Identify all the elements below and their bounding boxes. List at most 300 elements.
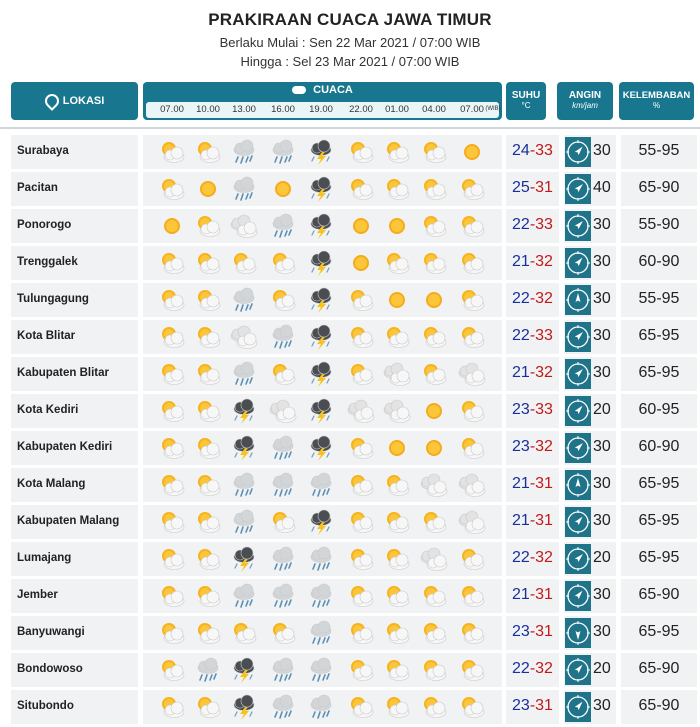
partly-cloudy-icon [269,509,297,535]
partly-cloudy-icon [347,324,375,350]
partly-cloudy-icon [383,324,411,350]
table-row [0,616,700,650]
partly-cloudy-icon [420,139,448,165]
location-pin-icon [42,91,62,111]
temp-min: 23 [512,401,530,418]
temp-max: 32 [535,290,553,307]
humidity-range: 60-90 [638,438,680,455]
thunderstorm-icon [230,657,258,683]
partly-cloudy-icon [194,546,222,572]
temperature-range [506,660,559,678]
wind-direction-icon [565,581,591,611]
location-name[interactable]: Bondowoso [17,663,83,675]
temp-separator: - [529,549,536,566]
table-row [0,431,700,465]
partly-cloudy-icon [158,324,186,350]
temperature-range [506,549,559,567]
partly-cloudy-icon [458,213,486,239]
partly-cloudy-icon [194,324,222,350]
partly-cloudy-icon [420,509,448,535]
temp-max: 31 [535,512,553,529]
sunny-icon [347,213,375,239]
temp-max: 33 [535,142,553,159]
temperature-range [506,179,559,197]
temp-separator: - [529,142,536,159]
rain-icon [307,694,335,720]
partly-cloudy-icon [458,398,486,424]
rain-icon [194,657,222,683]
wind-speed: 20 [593,401,611,418]
temp-min: 21 [512,253,530,270]
partly-cloudy-icon [347,176,375,202]
partly-cloudy-icon [269,361,297,387]
humidity-range: 55-95 [638,142,680,159]
thunderstorm-icon [307,509,335,535]
angin-unit: km/jam [572,101,598,110]
column-header-suhu [506,82,546,120]
humidity-range: 65-95 [638,512,680,529]
partly-cloudy-icon [194,398,222,424]
temp-separator: - [529,179,536,196]
partly-cloudy-icon [194,250,222,276]
thunderstorm-icon [230,398,258,424]
temp-separator: - [529,253,536,270]
suhu-label: SUHU [511,90,541,101]
partly-cloudy-icon [347,657,375,683]
page-title: PRAKIRAAN CUACA JAWA TIMUR [208,10,492,29]
location-name[interactable]: Kota Malang [17,478,86,490]
wind-direction-icon [565,137,591,167]
humidity-range: 65-90 [638,697,680,714]
temperature-range [506,586,559,604]
sunny-icon [269,176,297,202]
partly-cloudy-icon [194,287,222,313]
partly-cloudy-icon [158,694,186,720]
humidity-range: 55-95 [638,290,680,307]
time-label: 19.00 [309,104,333,115]
rain-icon [230,583,258,609]
temp-max: 33 [535,216,553,233]
partly-cloudy-icon [269,287,297,313]
temp-max: 31 [535,475,553,492]
location-name[interactable]: Kota Blitar [17,330,76,342]
column-header-angin [557,82,613,120]
location-name[interactable]: Kota Kediri [17,404,79,416]
partly-cloudy-icon [420,694,448,720]
cloudy-icon [420,546,448,572]
lokasi-label: LOKASI [62,95,105,107]
partly-cloudy-icon [458,657,486,683]
partly-cloudy-icon [420,583,448,609]
partly-cloudy-icon [420,324,448,350]
wind-speed: 30 [593,697,611,714]
temp-separator: - [529,697,536,714]
temp-separator: - [529,364,536,381]
location-name[interactable]: Situbondo [17,700,74,712]
rain-icon [269,546,297,572]
time-label: 04.00 [422,104,446,115]
thunderstorm-icon [307,176,335,202]
temperature-range [506,401,559,419]
partly-cloudy-icon [347,287,375,313]
thunderstorm-icon [307,361,335,387]
thunderstorm-icon [230,435,258,461]
rain-icon [307,583,335,609]
temp-min: 21 [512,364,530,381]
humidity-range: 65-90 [638,586,680,603]
location-name[interactable]: Trenggalek [17,256,78,268]
thunderstorm-icon [230,546,258,572]
table-row [0,283,700,317]
partly-cloudy-icon [383,250,411,276]
wind-speed: 30 [593,142,611,159]
rain-icon [269,583,297,609]
time-label: 16.00 [271,104,295,115]
partly-cloudy-icon [158,472,186,498]
rain-icon [269,139,297,165]
table-row [0,468,700,502]
rain-icon [230,472,258,498]
partly-cloudy-icon [194,583,222,609]
temp-min: 22 [512,216,530,233]
table-row [0,653,700,687]
partly-cloudy-icon [194,620,222,646]
cuaca-label: CUACA [313,84,353,96]
time-label: 22.00 [349,104,373,115]
thunderstorm-icon [307,324,335,350]
partly-cloudy-icon [194,472,222,498]
partly-cloudy-icon [158,435,186,461]
humidity-range: 65-90 [638,179,680,196]
wind-speed: 20 [593,660,611,677]
partly-cloudy-icon [458,250,486,276]
sunny-icon [194,176,222,202]
table-row [0,172,700,206]
temp-min: 22 [512,660,530,677]
temp-separator: - [529,438,536,455]
partly-cloudy-icon [347,509,375,535]
wind-direction-icon [565,507,591,537]
temp-min: 23 [512,623,530,640]
partly-cloudy-icon [269,620,297,646]
wind-speed: 30 [593,327,611,344]
temp-separator: - [529,660,536,677]
wind-direction-icon [565,211,591,241]
table-row [0,394,700,428]
page-header [0,0,700,80]
sunny-icon [458,139,486,165]
partly-cloudy-icon [158,620,186,646]
partly-cloudy-icon [383,509,411,535]
table-row [0,690,700,724]
sunny-icon [383,435,411,461]
cloudy-icon [383,398,411,424]
wind-direction-icon [565,618,591,648]
temp-separator: - [529,290,536,307]
sunny-icon [383,213,411,239]
rain-icon [269,694,297,720]
temp-min: 23 [512,697,530,714]
humidity-range: 65-90 [638,660,680,677]
partly-cloudy-icon [383,546,411,572]
rain-icon [307,657,335,683]
partly-cloudy-icon [158,287,186,313]
partly-cloudy-icon [158,657,186,683]
partly-cloudy-icon [458,176,486,202]
temp-separator: - [529,327,536,344]
partly-cloudy-icon [230,620,258,646]
partly-cloudy-icon [420,657,448,683]
location-name[interactable]: Tulungagung [17,293,89,305]
temp-separator: - [529,512,536,529]
wind-direction-icon [565,433,591,463]
rain-icon [230,361,258,387]
rain-icon [269,435,297,461]
humidity-range: 65-95 [638,327,680,344]
table-row [0,357,700,391]
time-label: 10.00 [196,104,220,115]
temp-max: 32 [535,660,553,677]
weather-cloud-icon [292,86,306,94]
wind-speed: 30 [593,438,611,455]
partly-cloudy-icon [458,620,486,646]
partly-cloudy-icon [158,398,186,424]
temperature-range [506,475,559,493]
temp-separator: - [529,475,536,492]
partly-cloudy-icon [420,213,448,239]
wind-direction-icon [565,655,591,685]
time-label: 01.00 [385,104,409,115]
temp-max: 32 [535,549,553,566]
partly-cloudy-icon [194,361,222,387]
partly-cloudy-icon [347,361,375,387]
rain-icon [230,509,258,535]
location-name[interactable]: Ponorogo [17,219,72,231]
location-name[interactable]: Lumajang [17,552,72,564]
partly-cloudy-icon [383,694,411,720]
thunderstorm-icon [307,287,335,313]
table-row [0,505,700,539]
temp-min: 25 [512,179,530,196]
wind-speed: 40 [593,179,611,196]
sunny-icon [158,213,186,239]
wind-speed: 30 [593,364,611,381]
valid-to: Hingga : Sel 23 Mar 2021 / 07:00 WIB [240,54,460,69]
wind-direction-icon [565,248,591,278]
temp-max: 33 [535,401,553,418]
partly-cloudy-icon [420,250,448,276]
rain-icon [269,657,297,683]
temp-max: 31 [535,586,553,603]
rain-icon [269,324,297,350]
humidity-range: 65-95 [638,364,680,381]
partly-cloudy-icon [158,139,186,165]
humidity-range: 65-95 [638,623,680,640]
partly-cloudy-icon [347,620,375,646]
cloudy-icon [230,213,258,239]
sunny-icon [420,435,448,461]
temp-separator: - [529,401,536,418]
cloudy-icon [383,361,411,387]
humidity-range: 60-95 [638,401,680,418]
partly-cloudy-icon [194,435,222,461]
partly-cloudy-icon [383,472,411,498]
temp-separator: - [529,623,536,640]
temperature-range [506,364,559,382]
partly-cloudy-icon [158,250,186,276]
partly-cloudy-icon [194,139,222,165]
temperature-range [506,253,559,271]
partly-cloudy-icon [269,250,297,276]
wind-direction-icon [565,174,591,204]
table-row [0,135,700,169]
cloudy-icon [230,324,258,350]
column-header-kelembaban [619,82,694,120]
partly-cloudy-icon [347,472,375,498]
temperature-range [506,290,559,308]
temperature-range [506,142,559,160]
wind-speed: 20 [593,549,611,566]
partly-cloudy-icon [230,250,258,276]
time-label: 07.00 [460,104,484,115]
header-divider [0,127,700,129]
wind-direction-icon [565,470,591,500]
wind-direction-icon [565,285,591,315]
partly-cloudy-icon [458,324,486,350]
rain-icon [269,472,297,498]
rain-icon [307,472,335,498]
partly-cloudy-icon [158,176,186,202]
temp-max: 31 [535,623,553,640]
location-name[interactable]: Kabupaten Malang [17,515,120,527]
partly-cloudy-icon [383,657,411,683]
valid-from: Berlaku Mulai : Sen 22 Mar 2021 / 07:00 WIB [219,35,481,50]
temp-max: 33 [535,327,553,344]
partly-cloudy-icon [383,583,411,609]
location-name[interactable]: Banyuwangi [17,626,85,638]
temp-min: 22 [512,290,530,307]
partly-cloudy-icon [158,361,186,387]
temperature-range [506,438,559,456]
time-label: 07.00 [160,104,184,115]
thunderstorm-icon [307,435,335,461]
temp-separator: - [529,216,536,233]
partly-cloudy-icon [383,176,411,202]
temp-max: 31 [535,697,553,714]
rain-icon [269,213,297,239]
suhu-unit: °C [521,101,531,110]
kelembaban-label: KELEMBABAN [622,90,691,101]
temp-max: 32 [535,253,553,270]
thunderstorm-icon [307,398,335,424]
time-strip [146,102,499,118]
table-row [0,579,700,613]
temp-min: 24 [512,142,530,159]
humidity-range: 55-90 [638,216,680,233]
wind-speed: 30 [593,475,611,492]
partly-cloudy-icon [458,694,486,720]
partly-cloudy-icon [420,620,448,646]
temp-min: 21 [512,512,530,529]
temp-max: 31 [535,179,553,196]
cloudy-icon [269,398,297,424]
partly-cloudy-icon [158,509,186,535]
partly-cloudy-icon [347,139,375,165]
cloudy-icon [420,472,448,498]
partly-cloudy-icon [194,694,222,720]
location-name[interactable]: Surabaya [17,145,69,157]
wind-speed: 30 [593,586,611,603]
wind-speed: 30 [593,290,611,307]
partly-cloudy-icon [347,694,375,720]
rain-icon [230,176,258,202]
cloudy-icon [347,398,375,424]
wind-direction-icon [565,396,591,426]
partly-cloudy-icon [194,509,222,535]
wind-direction-icon [565,359,591,389]
location-name[interactable]: Kabupaten Kediri [17,441,113,453]
wind-direction-icon [565,692,591,722]
thunderstorm-icon [307,250,335,276]
cloudy-icon [458,509,486,535]
location-name[interactable]: Pacitan [17,182,58,194]
partly-cloudy-icon [347,583,375,609]
thunderstorm-icon [230,694,258,720]
partly-cloudy-icon [194,213,222,239]
partly-cloudy-icon [383,139,411,165]
temperature-range [506,216,559,234]
wind-speed: 30 [593,253,611,270]
temp-separator: - [529,586,536,603]
rain-icon [307,546,335,572]
partly-cloudy-icon [458,546,486,572]
cloudy-icon [458,472,486,498]
cuaca-caption [143,84,502,96]
rain-icon [307,620,335,646]
sunny-icon [383,287,411,313]
temp-min: 22 [512,549,530,566]
temp-max: 32 [535,438,553,455]
location-name[interactable]: Kabupaten Blitar [17,367,110,379]
temperature-range [506,327,559,345]
table-row [0,209,700,243]
partly-cloudy-icon [158,583,186,609]
thunderstorm-icon [307,139,335,165]
temp-min: 22 [512,327,530,344]
table-row [0,320,700,354]
table-row [0,246,700,280]
rain-icon [230,139,258,165]
partly-cloudy-icon [347,546,375,572]
partly-cloudy-icon [458,435,486,461]
partly-cloudy-icon [158,546,186,572]
temp-min: 21 [512,586,530,603]
partly-cloudy-icon [458,583,486,609]
partly-cloudy-icon [420,176,448,202]
angin-label: ANGIN [568,90,602,101]
cloudy-icon [458,361,486,387]
location-name[interactable]: Jember [17,589,58,601]
kelembaban-unit: % [652,101,661,110]
thunderstorm-icon [307,213,335,239]
column-header-lokasi [11,82,138,120]
sunny-icon [347,250,375,276]
humidity-range: 60-90 [638,253,680,270]
sunny-icon [420,287,448,313]
partly-cloudy-icon [420,361,448,387]
wind-speed: 30 [593,216,611,233]
table-row [0,542,700,576]
